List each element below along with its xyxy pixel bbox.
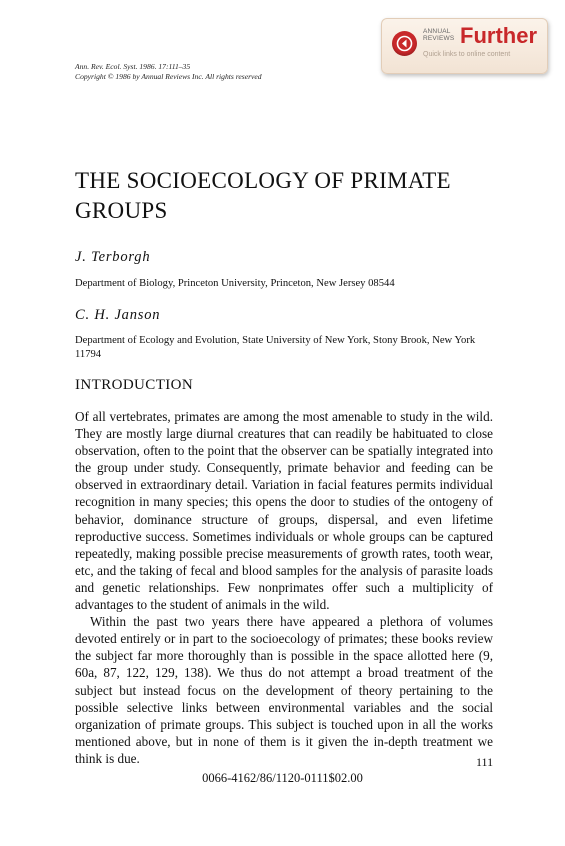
author-name: J. Terborgh (75, 249, 151, 265)
citation-line: Ann. Rev. Ecol. Syst. 1986. 17:111–35 (75, 62, 191, 71)
author-affiliation: Department of Ecology and Evolution, State University of New York, Stony Brook, New York 11794 (75, 335, 476, 360)
badge-tagline: Quick links to online content (423, 51, 511, 58)
article-code: 0066-4162/86/1120-0111$02.00 (202, 771, 363, 785)
paragraph: Within the past two years there have appeared a plethora of volumes devoted entirely or in part to the socioecology of primates; these books review the subject far more thoroughly than is possible in the space allotted here (9, 60a, 87, 122, 129, 138). We thus do not attempt a broad treatment of the subject but instead focus on the development of theory pertaining to the possible selective links between environmental variables and the social organization of primate groups. This subject is touched upon in all the works mentioned above, but in none of them is it given the in-depth treatment we think is due. (75, 614, 493, 766)
back-arrow-icon[interactable] (392, 31, 417, 56)
article-title: THE SOCIOECOLOGY OF PRIMATE GROUPS (75, 168, 451, 223)
author-name: C. H. Janson (75, 307, 161, 323)
journal-citation (75, 62, 262, 82)
paragraph: Of all vertebrates, primates are among the most amenable to study in the wild. They are mostly large diurnal creatures that can readily be habituated to close observation, often to the point that the observer can be spatially integrated into the group under study. Consequently, primate behavior and feeding can be observed in extraordinary detail. Variation in facial features permits individual recognition in many species; this opens the door to studies of the ontogeny of behavior, dominance structure of groups, dispersal, and even lifetime reproductive success. Sometimes individuals or whole groups can be captured repeatedly, making possible precise measurements of growth rates, tooth wear, etc, and the taking of fecal and blood samples for the analysis of parasite loads and genetic relationships. Few nonprimates offer such a multiplicity of advantages to the student of animals in the wild. (75, 409, 493, 613)
article-body (75, 408, 493, 767)
page-number: 111 (476, 755, 494, 769)
further-label: Further (460, 23, 537, 48)
section-heading: INTRODUCTION (75, 377, 194, 393)
author-affiliation: Department of Biology, Princeton University, Princeton, New Jersey 08544 (75, 278, 395, 289)
copyright-line: Copyright © 1986 by Annual Reviews Inc. All rights reserved (75, 72, 262, 81)
annual-reviews-logo: ANNUAL REVIEWS (423, 28, 455, 42)
annual-reviews-further-badge[interactable] (381, 18, 548, 74)
